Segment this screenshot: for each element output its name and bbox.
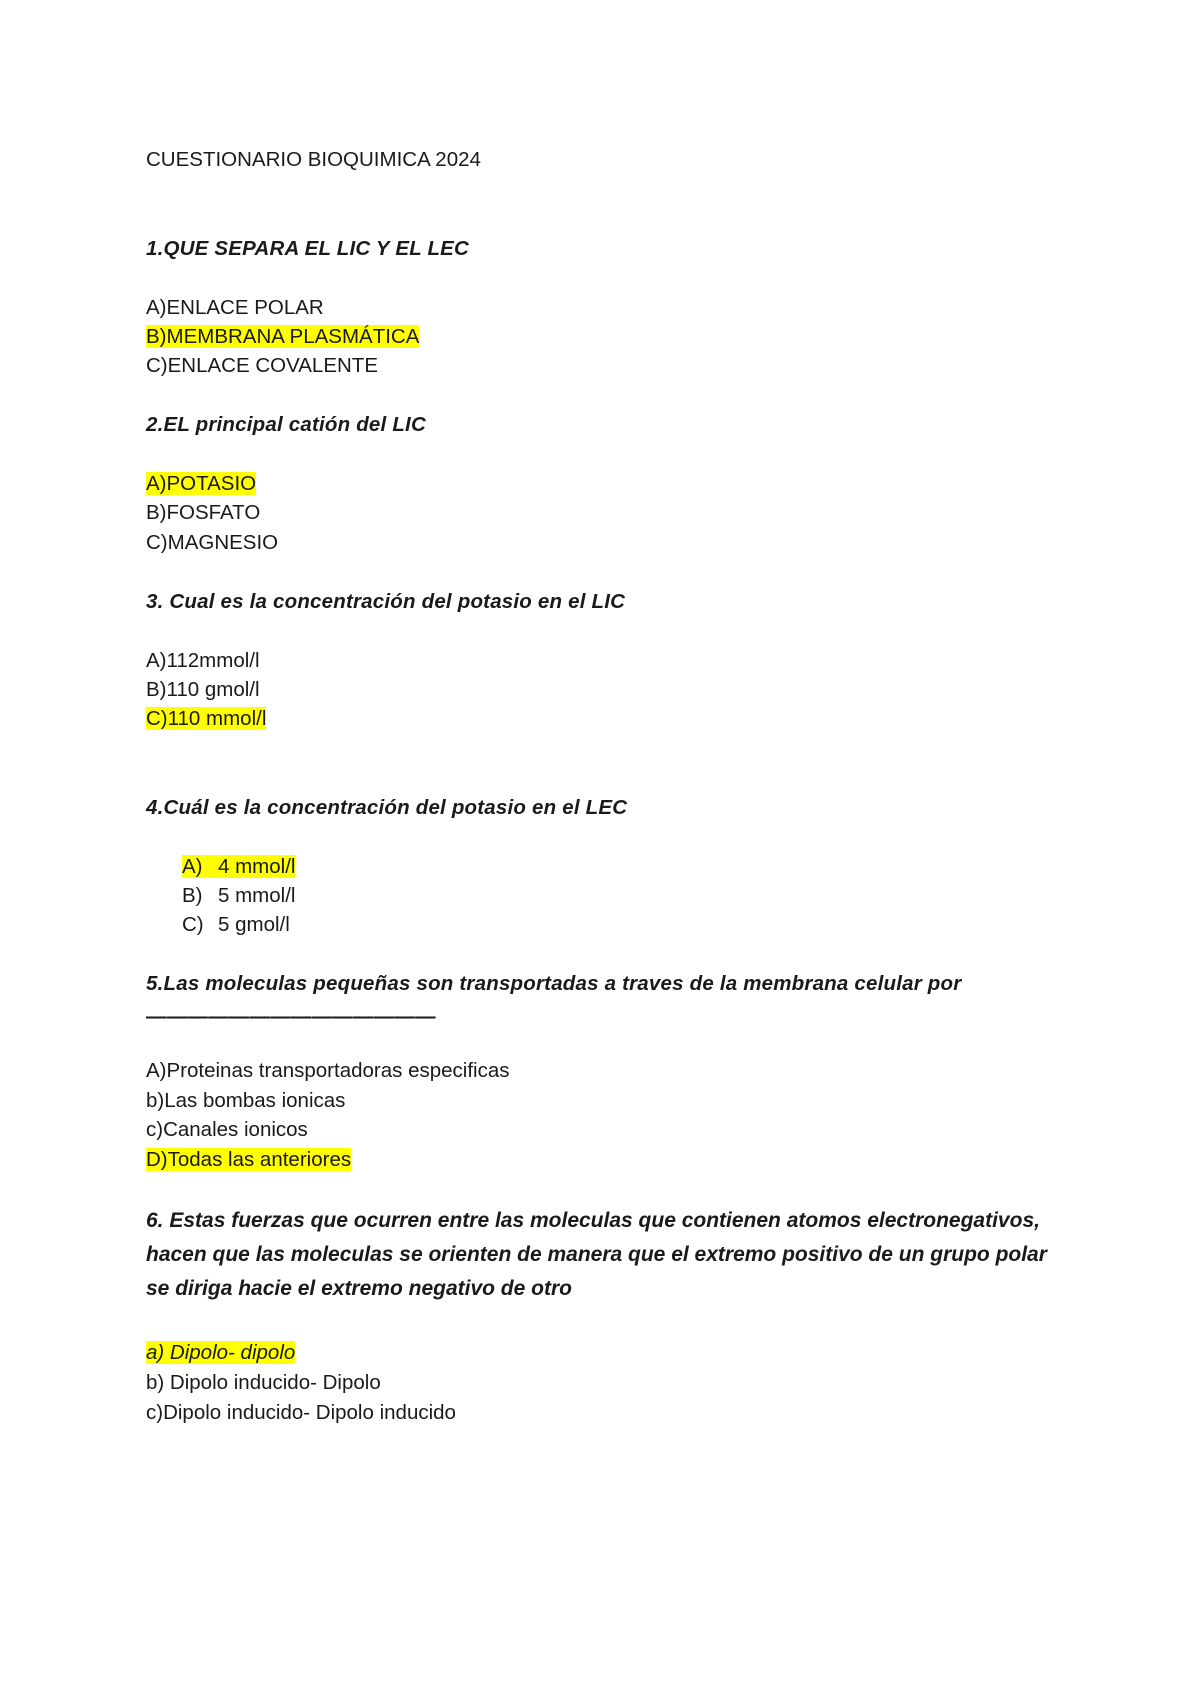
q5-option-b: b)Las bombas ionicas: [146, 1089, 346, 1112]
q1-option-b: [146, 324, 419, 350]
question-4: 4.Cuál es la concentración del potasio en el LEC: [146, 796, 628, 819]
question-6: 6. Estas fuerzas que ocurren entre las moleculas que contienen atomos electronegativos, hacen que las moleculas se orienten de manera que el extremo positivo de un grupo polar se diriga hacie el extremo negativo de otro: [146, 1209, 1047, 1300]
q3-option-b: B)110 gmol/l: [146, 678, 260, 701]
question-1: 1.QUE SEPARA EL LIC Y EL LEC: [146, 237, 470, 260]
q2-option-c: C)MAGNESIO: [146, 531, 279, 554]
question-2: 2.EL principal catión del LIC: [146, 413, 426, 436]
q3-option-c: [146, 706, 266, 732]
q3-option-a: A)112mmol/l: [146, 649, 260, 672]
q6-option-a: [146, 1340, 295, 1366]
document-title: CUESTIONARIO BIOQUIMICA 2024: [146, 148, 481, 171]
question-3: 3. Cual es la concentración del potasio en el LIC: [146, 590, 626, 613]
question-5: 5.Las moleculas pequeñas son transportadas a traves de la membrana celular por: [146, 972, 962, 995]
answer-highlight: a) Dipolo- dipolo: [146, 1341, 296, 1364]
q4-option-a: [182, 854, 295, 880]
answer-highlight: A)POTASIO: [146, 472, 257, 495]
q5-option-d: [146, 1147, 351, 1173]
q1-option-c: C)ENLACE COVALENTE: [146, 354, 379, 377]
q5-blank-line: ——————————————: [146, 1005, 436, 1028]
q4-option-c: C) 5 gmol/l: [182, 913, 290, 936]
q5-option-c: c)Canales ionicos: [146, 1118, 308, 1141]
answer-highlight: D)Todas las anteriores: [146, 1148, 352, 1171]
q1-option-a: A)ENLACE POLAR: [146, 296, 324, 319]
q5-option-a: A)Proteinas transportadoras especificas: [146, 1059, 510, 1082]
q4-option-b: B) 5 mmol/l: [182, 884, 296, 907]
answer-highlight: C)110 mmol/l: [146, 707, 267, 730]
q2-option-a: [146, 471, 256, 497]
answer-highlight: B)MEMBRANA PLASMÁTICA: [146, 325, 420, 348]
answer-highlight: A) 4 mmol/l: [182, 855, 296, 878]
q6-option-c: c)Dipolo inducido- Dipolo inducido: [146, 1401, 456, 1424]
q6-option-b: b) Dipolo inducido- Dipolo: [146, 1371, 381, 1394]
q2-option-b: B)FOSFATO: [146, 501, 261, 524]
